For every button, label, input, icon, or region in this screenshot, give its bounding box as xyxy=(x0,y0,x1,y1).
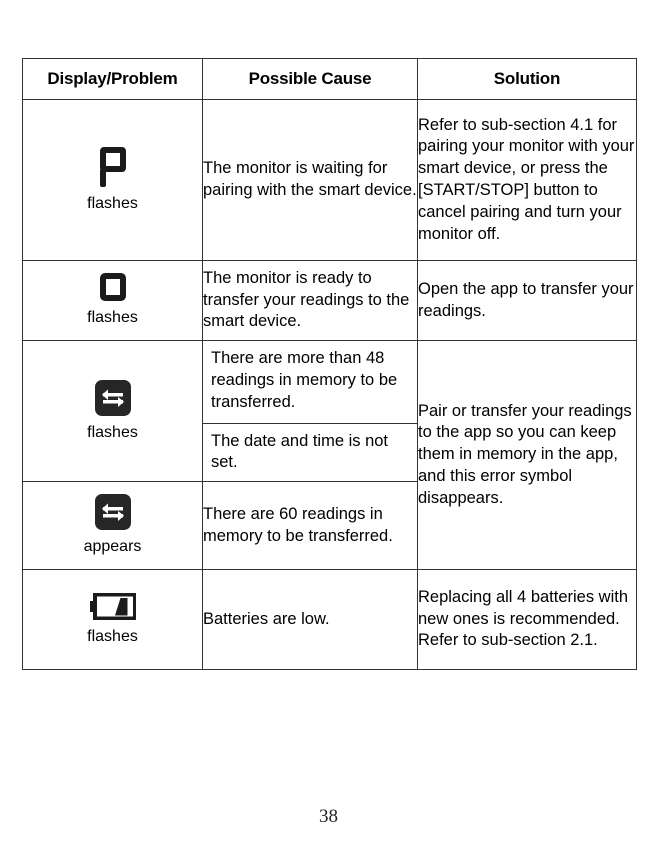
table-row xyxy=(23,100,637,261)
display-symbol-cell-transfer-flashes xyxy=(23,341,203,482)
solution-cell: Open the app to transfer your readings. xyxy=(418,261,637,341)
cause-cell: The date and time is not set. xyxy=(203,423,417,481)
table-row xyxy=(23,341,637,482)
column-header-solution: Solution xyxy=(418,59,637,100)
symbol-state-label: flashes xyxy=(87,423,138,441)
lcd-p-symbol-icon xyxy=(23,147,202,187)
display-symbol-cell-p xyxy=(23,100,203,261)
data-transfer-symbol-icon xyxy=(23,380,202,416)
data-transfer-symbol-icon xyxy=(23,494,202,530)
page-number: 38 xyxy=(319,806,338,827)
symbol-state-label: appears xyxy=(83,538,142,556)
lcd-zero-symbol-icon xyxy=(23,273,202,301)
cause-cell-group xyxy=(203,341,418,482)
symbol-state-label: flashes xyxy=(87,309,138,326)
low-battery-symbol-icon xyxy=(23,593,202,620)
display-symbol-cell-battery xyxy=(23,570,203,670)
cause-subrow xyxy=(203,341,417,423)
display-symbol-cell-transfer-appears xyxy=(23,482,203,570)
troubleshooting-table xyxy=(22,58,637,670)
solution-cell: Refer to sub-section 4.1 for pairing your monitor with your smart device, or press the [START/STOP] button to cancel pairing and turn your monitor off. xyxy=(418,100,637,261)
column-header-display-problem: Display/Problem xyxy=(23,59,203,100)
table-row xyxy=(23,570,637,670)
cause-cell: Batteries are low. xyxy=(203,570,418,670)
table-header-row xyxy=(23,59,637,100)
solution-cell-merged: Pair or transfer your readings to the app so you can keep them in memory in the app, and this error symbol disappears. xyxy=(418,341,637,570)
cause-cell: The monitor is ready to transfer your readings to the smart device. xyxy=(203,261,418,341)
symbol-state-label: flashes xyxy=(87,627,138,645)
cause-cell: The monitor is waiting for pairing with the smart device. xyxy=(203,100,418,261)
display-symbol-cell-zero xyxy=(23,261,203,341)
table-row xyxy=(23,261,637,341)
cause-cell: There are more than 48 readings in memory to be transferred. xyxy=(203,341,417,423)
solution-cell: Replacing all 4 batteries with new ones is recommended. Refer to sub-section 2.1. xyxy=(418,570,637,670)
cause-subtable xyxy=(203,341,417,481)
cause-subrow xyxy=(203,423,417,481)
cause-cell: There are 60 readings in memory to be transferred. xyxy=(203,482,418,570)
column-header-possible-cause: Possible Cause xyxy=(203,59,418,100)
symbol-state-label: flashes xyxy=(87,194,138,212)
